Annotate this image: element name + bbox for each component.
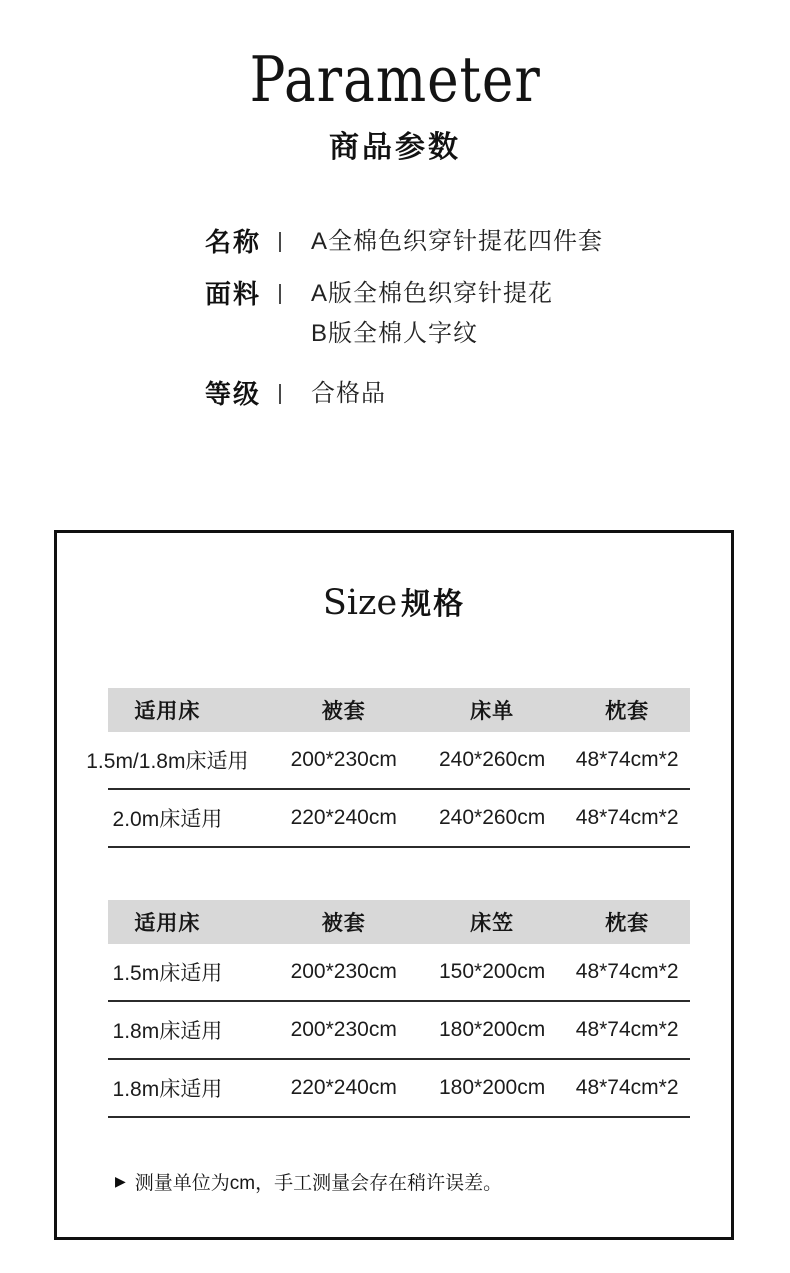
- spec-label: 名称: [205, 227, 262, 257]
- size-spec-box: [54, 530, 734, 1240]
- table-cell: 150*200cm: [438, 960, 546, 983]
- table-cell: 1.8m床适用: [112, 1020, 223, 1043]
- measurement-note: [115, 1168, 731, 1195]
- table-cell: 1.5m床适用: [112, 962, 223, 985]
- table-cell: 48*74cm*2: [575, 1076, 679, 1099]
- column-header: 床笠: [470, 912, 515, 935]
- spec-row-fabric: [205, 274, 790, 354]
- size-table-1: [86, 688, 690, 848]
- column-header: 被套: [321, 912, 366, 935]
- column-header: 床单: [470, 700, 515, 723]
- column-header: 适用床: [134, 912, 201, 935]
- table-header-row: [108, 688, 690, 732]
- spec-label: 面料: [205, 279, 262, 309]
- page-title-zh: 商品参数: [329, 131, 461, 164]
- table-row: [108, 790, 690, 848]
- column-header: 枕套: [605, 912, 650, 935]
- size-table-2: [108, 900, 690, 1118]
- size-section-title: [57, 583, 731, 630]
- table-cell: 240*260cm: [438, 748, 546, 771]
- note-text: 测量单位为cm，手工测量会存在稍许误差。: [134, 1173, 503, 1194]
- table-cell: 220*240cm: [290, 806, 397, 829]
- vertical-divider: [279, 232, 281, 252]
- spec-value: A版全棉色织穿针提花: [311, 280, 554, 307]
- table-cell: 1.8m床适用: [112, 1078, 223, 1101]
- table-cell: 48*74cm*2: [575, 1018, 679, 1041]
- table-row: [108, 1060, 690, 1118]
- table-cell: 240*260cm: [438, 806, 546, 829]
- table-cell: 180*200cm: [438, 1018, 546, 1041]
- table-row: [86, 732, 690, 790]
- column-header: 枕套: [605, 700, 650, 723]
- column-header: 适用床: [134, 700, 201, 723]
- spec-row-grade: [205, 374, 790, 414]
- table-header-row: [108, 900, 690, 944]
- triangle-right-icon: ▶: [115, 1173, 126, 1189]
- spec-label: 等级: [205, 379, 262, 409]
- table-row: [108, 1002, 690, 1060]
- spec-value: B版全棉人字纹: [311, 320, 479, 347]
- page-title-en: Parameter: [249, 44, 541, 117]
- table-row: [108, 944, 690, 1002]
- size-title-zh: 规格: [401, 588, 466, 621]
- vertical-divider: [279, 284, 281, 304]
- spec-row-name: [205, 222, 790, 262]
- table-cell: 220*240cm: [290, 1076, 397, 1099]
- column-header: 被套: [321, 700, 366, 723]
- table-cell: 1.5m/1.8m床适用: [86, 750, 249, 773]
- spec-list: [0, 222, 790, 414]
- table-cell: 48*74cm*2: [575, 960, 679, 983]
- table-cell: 200*230cm: [290, 748, 397, 771]
- table-cell: 48*74cm*2: [575, 806, 679, 829]
- table-cell: 200*230cm: [290, 960, 397, 983]
- table-cell: 200*230cm: [290, 1018, 397, 1041]
- vertical-divider: [279, 384, 281, 404]
- spec-value: 合格品: [311, 380, 386, 407]
- spec-value: A全棉色织穿针提花四件套: [311, 228, 604, 255]
- page-header: [0, 0, 790, 166]
- table-cell: 2.0m床适用: [112, 808, 223, 831]
- size-title-en: Size: [322, 583, 398, 623]
- table-cell: 180*200cm: [438, 1076, 546, 1099]
- table-cell: 48*74cm*2: [575, 748, 679, 771]
